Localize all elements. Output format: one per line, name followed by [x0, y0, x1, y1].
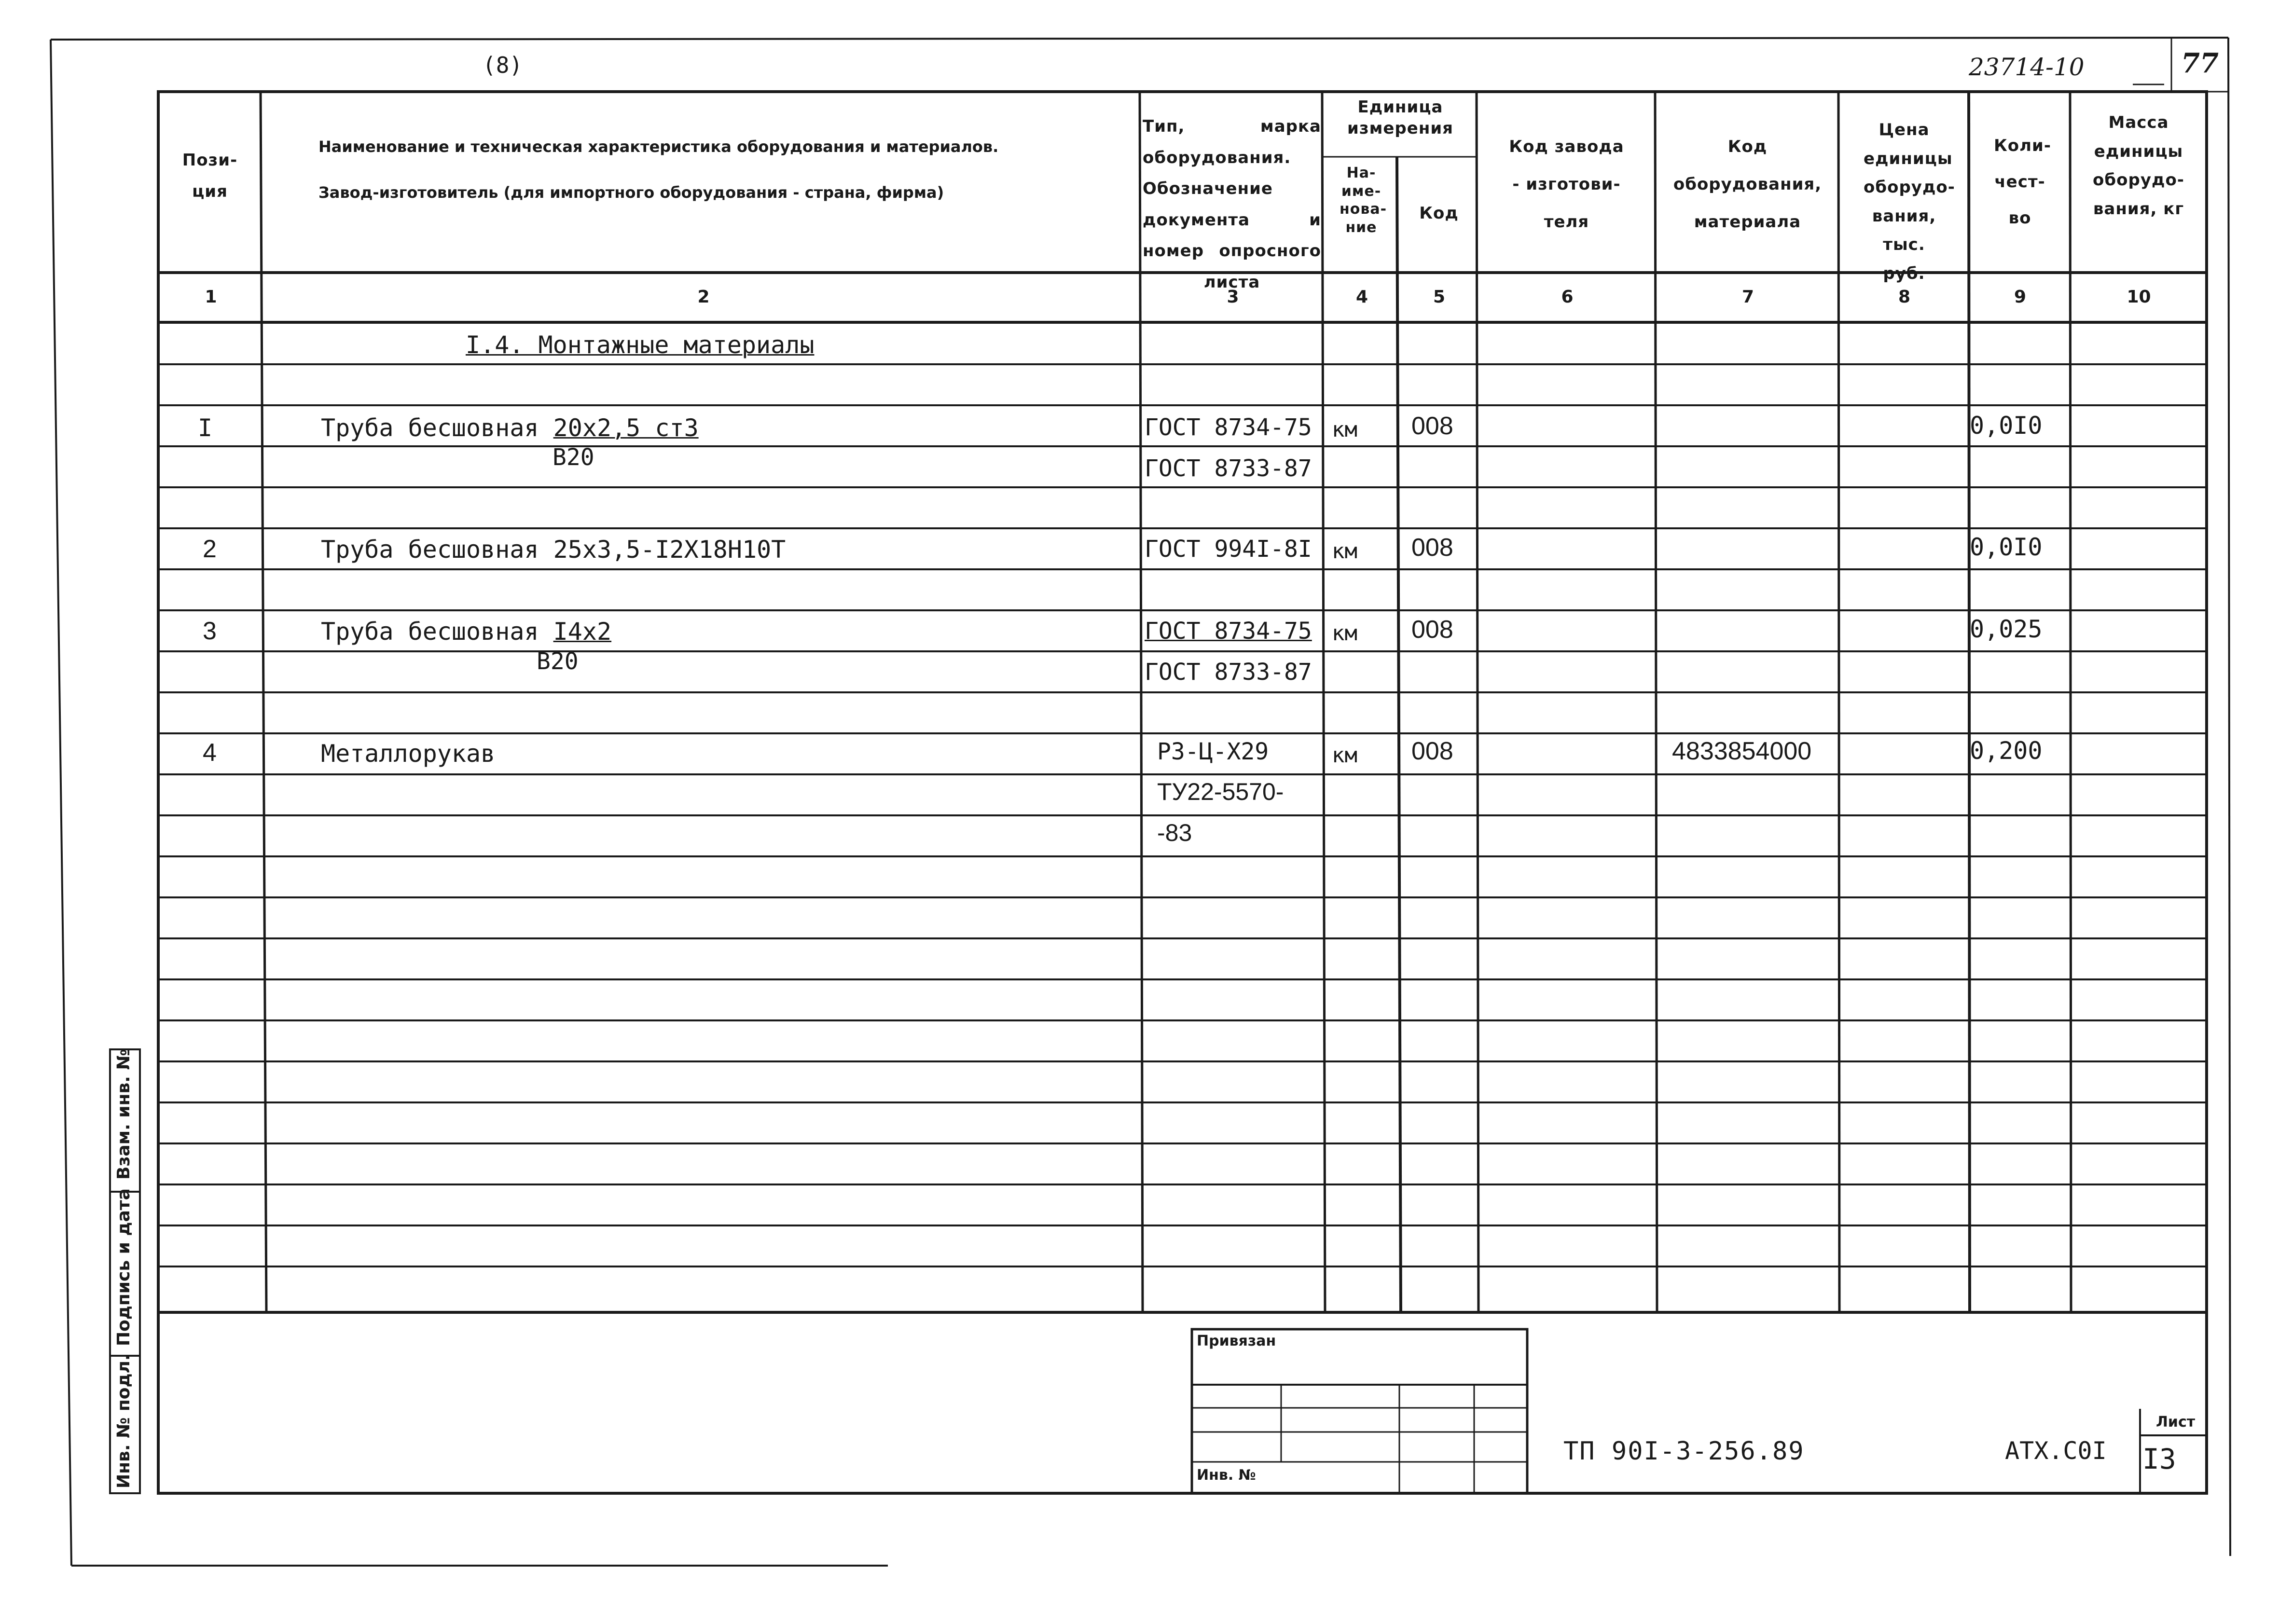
- title-mark: АТХ.С0I: [2005, 1437, 2107, 1465]
- item-4-unit: км: [1332, 743, 1357, 768]
- header-quantity: Коли- чест- во: [1994, 136, 2051, 228]
- col-number-10: 10: [2127, 287, 2151, 307]
- item-3-unit: км: [1332, 621, 1357, 646]
- item-3-doc: ГОСТ 8734-75: [1145, 618, 1312, 645]
- item-2-position: 2: [203, 535, 217, 563]
- item-4-doc: Р3-Ц-Х29: [1157, 738, 1269, 765]
- header-unit-code: Код: [1419, 204, 1459, 223]
- sheet-number: I3: [2142, 1443, 2176, 1475]
- item-1-doc-2: ГОСТ 8733-87: [1145, 455, 1312, 482]
- archive-number: 23714-10: [1969, 53, 2085, 81]
- header-unit-name: На- име- нова- ние: [1340, 165, 1387, 236]
- item-2-unit-code: 008: [1411, 534, 1453, 562]
- sheet-label: Лист: [2156, 1414, 2196, 1431]
- header-position: Пози- ция: [182, 151, 238, 201]
- item-1-name: [321, 414, 699, 442]
- section-title: [466, 331, 814, 359]
- item-3-doc-2: ГОСТ 8733-87: [1145, 659, 1312, 686]
- item-3-quantity: 0,025: [1970, 615, 2043, 643]
- item-4-doc-3: -83: [1157, 819, 1192, 846]
- item-3-grade: В20: [537, 648, 579, 675]
- corner-number: 77: [2181, 47, 2219, 79]
- title-doc-code: ТП 90I-3-256.89: [1563, 1437, 1805, 1466]
- col-number-1: 1: [205, 287, 217, 307]
- col-number-9: 9: [2014, 287, 2027, 307]
- item-1-unit: км: [1332, 417, 1357, 442]
- col-number-4: 4: [1355, 287, 1368, 307]
- item-1-grade: В20: [552, 444, 594, 471]
- header-mass: Масса единицы оборудо- вания, кг: [2093, 113, 2184, 219]
- col-number-5: 5: [1433, 287, 1446, 307]
- item-1-unit-code: 008: [1411, 412, 1453, 440]
- col-number-6: 6: [1561, 287, 1574, 307]
- header-name-line1: Наименование и техническая характеристика оборудования и материалов.: [318, 138, 999, 156]
- stamp-replaced-inv: Взам. инв. №: [114, 1049, 134, 1180]
- item-2-doc: ГОСТ 994I-8I: [1145, 536, 1312, 563]
- header-equipment-code: Код оборудования, материала: [1673, 137, 1822, 232]
- col-number-7: 7: [1741, 287, 1754, 307]
- item-3-spec: I4х2: [553, 618, 612, 646]
- item-3-name: [321, 618, 611, 646]
- section-title-text: I.4. Монтажные материалы: [466, 331, 815, 359]
- header-maker-code: Код завода - изготови- теля: [1509, 137, 1624, 232]
- item-4-position: 4: [203, 739, 217, 767]
- header-price: Цена единицы оборудо- вания, тыс. руб.: [1864, 120, 1955, 283]
- item-1-spec: 20х2,5 ст3: [553, 414, 699, 442]
- item-1-quantity: 0,0I0: [1970, 412, 2043, 440]
- header-name-line2: Завод-изготовитель (для импортного оборудования - страна, фирма): [318, 183, 944, 202]
- page-mark: (8): [483, 52, 523, 78]
- item-2-name: Труба бесшовная 25х3,5-I2Х18Н10Т: [321, 536, 786, 564]
- stamp-original-inv: Инв. № подл.: [114, 1354, 134, 1488]
- header-unit: Единица измерения: [1347, 97, 1453, 138]
- title-bound-label: Привязан: [1197, 1333, 1276, 1349]
- col-number-3: 3: [1227, 287, 1239, 307]
- item-4-material-code: 4833854000: [1672, 737, 1812, 765]
- item-1-doc: ГОСТ 8734-75: [1145, 414, 1312, 441]
- item-1-position: I: [198, 414, 213, 442]
- item-4-unit-code: 008: [1411, 737, 1453, 765]
- title-inv-label: Инв. №: [1197, 1467, 1256, 1484]
- item-4-doc-2: ТУ22-5570-: [1157, 778, 1284, 805]
- header-type-mark: Тип, марка оборудования. Обозначение документа и номер опросного листа: [1143, 117, 1321, 292]
- col-number-8: 8: [1898, 287, 1911, 307]
- item-3-position: 3: [203, 617, 217, 645]
- item-3-name-text: Труба бесшовная: [321, 618, 539, 646]
- stamp-signature-date: Подпись и дата: [114, 1188, 134, 1346]
- item-2-quantity: 0,0I0: [1970, 533, 2043, 561]
- item-4-quantity: 0,200: [1970, 737, 2043, 765]
- item-2-unit: км: [1332, 539, 1357, 564]
- item-4-name: Металлорукав: [321, 740, 496, 768]
- item-3-unit-code: 008: [1411, 616, 1453, 644]
- col-number-2: 2: [697, 287, 710, 307]
- item-1-name-text: Труба бесшовная: [321, 414, 539, 442]
